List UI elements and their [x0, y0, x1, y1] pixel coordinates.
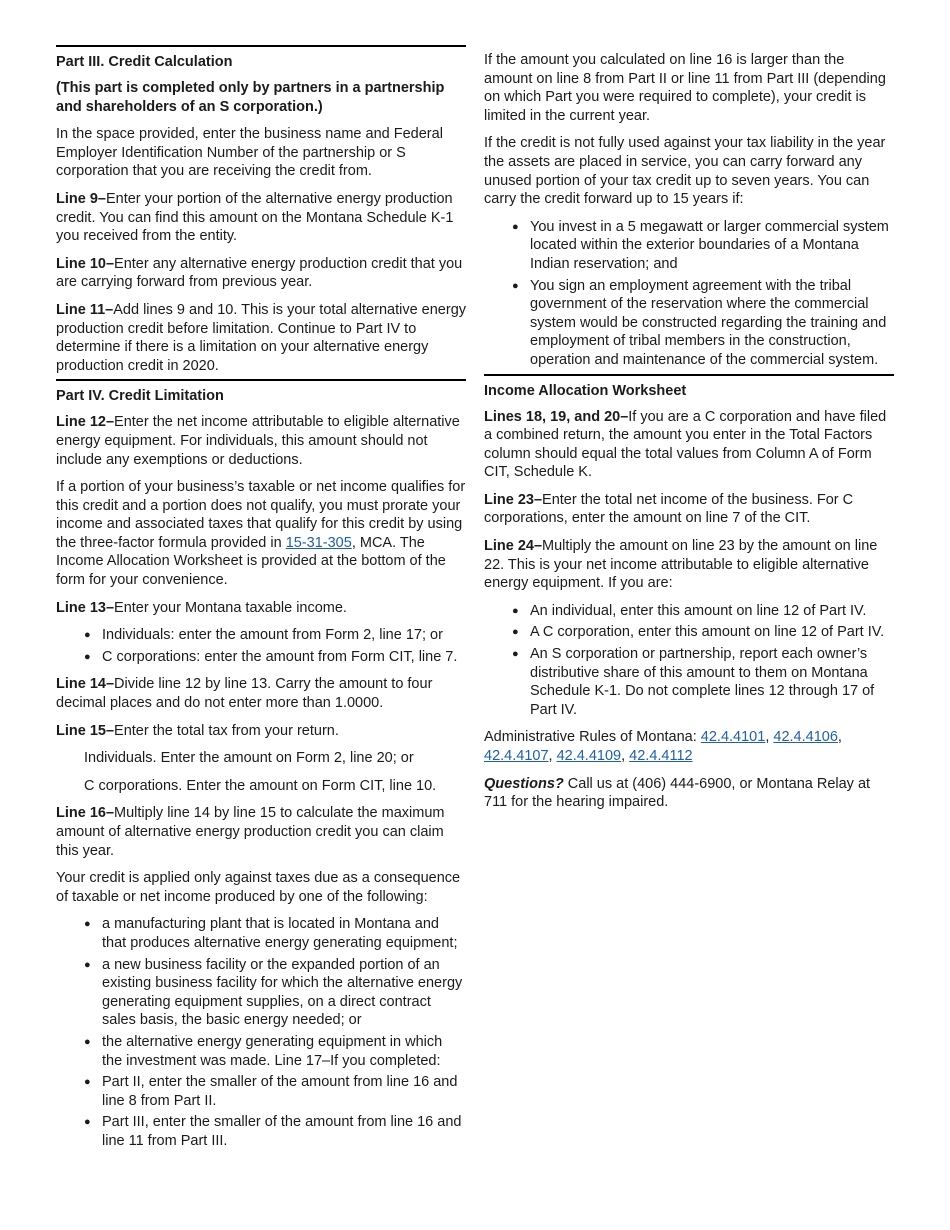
- carry-forward-list: [484, 218, 894, 370]
- line13-text: Enter your Montana taxable income.: [114, 599, 347, 616]
- line10-text: Enter any alternative energy production credit that you are carrying forward from previous year.: [56, 255, 463, 291]
- section-divider: [56, 379, 466, 381]
- line9-label: Line 9–: [56, 190, 106, 207]
- line9-text: Enter your portion of the alternative energy production credit. You can find this amount on the Montana Schedule K-1 you received from the entity.: [56, 190, 454, 245]
- part3-subtitle: (This part is completed only by partners in a partnership and shareholders of an S corporation.): [56, 80, 445, 115]
- section-divider: [56, 45, 466, 47]
- right-column: [484, 51, 894, 821]
- admin-rules-prefix: Administrative Rules of Montana:: [484, 729, 701, 746]
- line11-label: Line 11–: [56, 301, 114, 318]
- admin-rule-link[interactable]: 42.4.4101: [700, 729, 766, 746]
- line24-list: [484, 602, 894, 720]
- limit-paragraph: If the amount you calculated on line 16 is larger than the amount on line 8 from Part II or line 11 from Part III (depending on which Part you were required to complete), your credit is limited in the current year.: [484, 52, 886, 124]
- list-item: ● the alternative energy generating equipment in which the investment was made. Line 17–If you completed:: [56, 1033, 466, 1070]
- line24-text: Multiply the amount on line 23 by the amount on line 22. This is your net income attributable to eligible alternative energy equipment. If you are:: [484, 538, 878, 592]
- lines18-20-text: If you are a C corporation and have filed a combined return, the amount you enter in the Total Factors column should equal the total values from Column A of Form CIT, Schedule K.: [484, 408, 887, 481]
- carry-forward-paragraph: If the credit is not fully used against your tax liability in the year the assets are placed in service, you can carry forward any unused portion of your tax credit up to seven years. You can carry the credit forward up to 15 years if:: [484, 135, 886, 208]
- line24-paragraph: [484, 537, 894, 593]
- statute-link-15-31-305[interactable]: 15-31-305: [285, 534, 352, 551]
- list-item: ● a new business facility or the expanded portion of an existing business facility for which the alternative energy generating equipment supplies, on a direct contract sales basis, the basic energy needed; or: [56, 956, 466, 1030]
- left-column: [56, 45, 466, 1160]
- line13-label: Line 13–: [56, 599, 115, 616]
- list-item: ● Part II, enter the smaller of the amount from line 16 and line 8 from Part II.: [56, 1073, 466, 1110]
- lines18-20-paragraph: [484, 408, 894, 482]
- line11-text: Add lines 9 and 10. This is your total alternative energy production credit before limitation. Continue to Part IV to determine if there is a limitation on your alternative energy production credit in 2020.: [56, 301, 467, 374]
- prorate-text-post: , MCA. The Income Allocation Worksheet is provided at the bottom of the form for your convenience.: [56, 534, 446, 589]
- list-item: ● An S corporation or partnership, report each owner’s distributive share of this amount to them on Montana Schedule K-1. Do not complete lines 12 through 17 of Part IV.: [484, 645, 894, 719]
- line10-label: Line 10–: [56, 255, 115, 272]
- line14-text: Divide line 12 by line 13. Carry the amount to four decimal places and do not enter more than 1.0000.: [56, 676, 433, 712]
- list-item: ● An individual, enter this amount on line 12 of Part IV.: [484, 602, 894, 621]
- line12-paragraph: [56, 413, 466, 469]
- line14-label: Line 14–: [56, 676, 115, 693]
- admin-rule-link[interactable]: 42.4.4106: [773, 729, 838, 746]
- line15-label: Line 15–: [56, 722, 115, 739]
- list-item: ● You invest in a 5 megawatt or larger commercial system located within the exterior boundaries of a Montana Indian reservation; and: [484, 218, 894, 274]
- line12-text: Enter the net income attributable to eligible alternative energy equipment. For individuals, this amount should not include any exemptions or deductions.: [56, 414, 460, 468]
- line10-paragraph: [56, 255, 466, 292]
- list-item: ● You sign an employment agreement with the tribal government of the reservation where the commercial system would be constructed regarding the training and employment of tribal members in the construction, operation and maintenance of the commercial system.: [484, 277, 894, 370]
- line15-corporations: C corporations. Enter the amount on Form CIT, line 10.: [84, 777, 437, 794]
- line15-individuals: Individuals. Enter the amount on Form 2, line 20; or: [84, 750, 414, 767]
- line11-paragraph: [56, 301, 466, 375]
- list-item: ● Part III, enter the smaller of the amount from line 16 and line 11 from Part III.: [56, 1113, 466, 1150]
- applied-list: [56, 915, 466, 1150]
- lines18-20-label: Lines 18, 19, and 20–: [484, 408, 629, 425]
- questions-paragraph: [484, 775, 894, 812]
- questions-text: Call us at (406) 444-6900, or Montana Relay at 711 for the hearing impaired.: [484, 775, 871, 811]
- worksheet-heading: Income Allocation Worksheet: [484, 382, 687, 399]
- applied-paragraph: Your credit is applied only against taxes due as a consequence of taxable or net income produced by one of the following:: [56, 870, 461, 905]
- part4-heading: Part IV. Credit Limitation: [56, 388, 224, 405]
- line15-paragraph: [56, 722, 466, 741]
- list-item: ● A C corporation, enter this amount on line 12 of Part IV.: [484, 623, 894, 642]
- line16-label: Line 16–: [56, 805, 115, 822]
- line16-paragraph: [56, 804, 466, 860]
- part3-intro: In the space provided, enter the business name and Federal Employer Identification Number of the partnership or S corporation that you are receiving the credit from.: [56, 126, 443, 180]
- admin-rule-link[interactable]: 42.4.4109: [556, 748, 622, 764]
- section-divider: [484, 374, 894, 376]
- line14-paragraph: [56, 675, 466, 712]
- line15-text: Enter the total tax from your return.: [114, 722, 339, 739]
- line23-text: Enter the total net income of the business. For C corporations, enter the amount on line 7 of the CIT.: [484, 491, 854, 527]
- line23-paragraph: [484, 491, 894, 528]
- line24-label: Line 24–: [484, 538, 543, 555]
- line16-text: Multiply line 14 by line 15 to calculate the maximum amount of alternative energy production credit you can claim this year.: [56, 805, 445, 859]
- questions-label: Questions?: [484, 775, 564, 792]
- admin-rule-link[interactable]: 42.4.4107: [484, 748, 549, 764]
- list-item: ● C corporations: enter the amount from Form CIT, line 7.: [56, 648, 466, 667]
- line12-label: Line 12–: [56, 414, 115, 431]
- admin-rule-link[interactable]: 42.4.4112: [629, 748, 693, 764]
- admin-rules-paragraph: Administrative Rules of Montana: 42.4.4101, 42.4.4106, 42.4.4107, 42.4.4109, 42.4.4112: [484, 729, 842, 764]
- line13-paragraph: [56, 599, 466, 618]
- prorate-text-pre: If a portion of your business’s taxable or net income qualifies for this credit and a portion does not qualify, you must prorate your income and associated taxes that qualify for this credit by using the three-factor formula provided in: [56, 479, 466, 551]
- part3-heading: Part III. Credit Calculation: [56, 54, 233, 70]
- line23-label: Line 23–: [484, 491, 543, 508]
- line13-list: [56, 626, 466, 666]
- prorate-paragraph: [56, 478, 466, 590]
- list-item: ● Individuals: enter the amount from Form 2, line 17; or: [56, 626, 466, 645]
- line9-paragraph: [56, 190, 466, 246]
- list-item: ● a manufacturing plant that is located in Montana and that produces alternative energy generating equipment;: [56, 915, 466, 952]
